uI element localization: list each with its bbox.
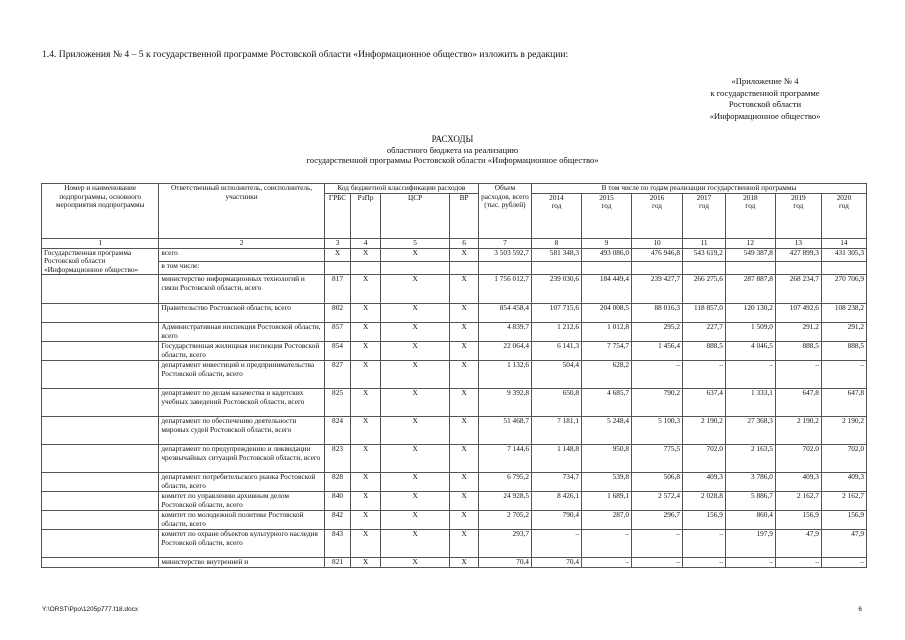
y2020-cell: 270 706,9 bbox=[821, 275, 866, 304]
title-line: областного бюджета на реализацию bbox=[386, 144, 519, 155]
header-year-2017 bbox=[683, 193, 726, 238]
grbs-cell: 821 bbox=[324, 558, 351, 568]
y2020-cell: 702,0 bbox=[821, 445, 866, 473]
csr-cell: X bbox=[380, 511, 449, 530]
y2014-cell: 1 148,8 bbox=[531, 445, 581, 473]
program-name-cell bbox=[42, 323, 159, 342]
y2016-cell: 296,7 bbox=[632, 511, 683, 530]
executor-cell: комитет по охране объектов культурного наследия Ростовской области, всего bbox=[159, 530, 324, 558]
column-number: 6 bbox=[450, 238, 479, 248]
table-row bbox=[42, 511, 867, 530]
y2018-cell: – bbox=[725, 361, 775, 389]
appendix-line: к государственной программе bbox=[710, 87, 820, 98]
csr-cell: X bbox=[380, 342, 449, 361]
vr-cell: X bbox=[450, 323, 479, 342]
year-unit: год bbox=[652, 201, 662, 211]
y2019-cell: – bbox=[775, 558, 821, 568]
column-number: 13 bbox=[775, 238, 821, 248]
header-program-name: Номер и наименование подпрограммы, основного мероприятия подпрограммы bbox=[42, 184, 159, 239]
rzpr-cell bbox=[351, 261, 381, 274]
column-number: 9 bbox=[581, 238, 631, 248]
y2020-cell: 2 190,2 bbox=[821, 417, 866, 445]
intro-text: 1.4. Приложения № 4 – 5 к государственной программе Ростовской области «Информационное общество» изложить в редакции: bbox=[42, 49, 569, 60]
rzpr-cell: X bbox=[351, 473, 381, 492]
executor-cell: комитет по управлению архивным делом Ростовской области, всего bbox=[159, 492, 324, 511]
column-number: 7 bbox=[478, 238, 531, 248]
vr-cell: X bbox=[450, 511, 479, 530]
y2017-cell: 156,9 bbox=[683, 511, 726, 530]
y2015-cell: 5 248,4 bbox=[581, 417, 631, 445]
y2015-cell: 287,0 bbox=[581, 511, 631, 530]
grbs-cell: 825 bbox=[324, 389, 351, 417]
year-value: 2020 bbox=[836, 193, 852, 202]
y2016-cell: 1 456,4 bbox=[632, 342, 683, 361]
y2019-cell: – bbox=[775, 361, 821, 389]
y2019-cell: 156,9 bbox=[775, 511, 821, 530]
table-row bbox=[42, 304, 867, 323]
total-cell: 293,7 bbox=[478, 530, 531, 558]
csr-cell: X bbox=[380, 248, 449, 261]
program-name-cell bbox=[42, 275, 159, 304]
grbs-cell: 843 bbox=[324, 530, 351, 558]
y2014-cell: 107 715,6 bbox=[531, 304, 581, 323]
table-row bbox=[42, 473, 867, 492]
grbs-cell: 823 bbox=[324, 445, 351, 473]
header-year-2019 bbox=[775, 193, 821, 238]
total-cell: 7 144,6 bbox=[478, 445, 531, 473]
vr-cell: X bbox=[450, 473, 479, 492]
grbs-cell: 827 bbox=[324, 361, 351, 389]
grbs-cell: 817 bbox=[324, 275, 351, 304]
program-name-cell bbox=[42, 304, 159, 323]
header-csr: ЦСР bbox=[380, 193, 449, 238]
y2016-cell: 790,2 bbox=[632, 389, 683, 417]
table-row bbox=[42, 275, 867, 304]
y2018-cell: 5 886,7 bbox=[725, 492, 775, 511]
title-main: РАСХОДЫ bbox=[431, 134, 474, 144]
vr-cell: X bbox=[450, 342, 479, 361]
csr-cell: X bbox=[380, 445, 449, 473]
y2015-cell: 4 685,7 bbox=[581, 389, 631, 417]
year-value: 2018 bbox=[743, 193, 758, 202]
y2018-cell: 860,4 bbox=[725, 511, 775, 530]
grbs-cell: 824 bbox=[324, 417, 351, 445]
y2020-cell: 431 305,3 bbox=[821, 248, 866, 261]
y2018-cell: 287 887,8 bbox=[725, 275, 775, 304]
year-unit: год bbox=[601, 201, 612, 211]
y2014-cell: 7 181,1 bbox=[531, 417, 581, 445]
total-cell: 1 132,6 bbox=[478, 361, 531, 389]
y2018-cell: 4 046,5 bbox=[725, 342, 775, 361]
y2019-cell bbox=[775, 261, 821, 274]
y2014-cell: 8 426,1 bbox=[531, 492, 581, 511]
y2014-cell: 239 030,6 bbox=[531, 275, 581, 304]
y2017-cell: 2 028,8 bbox=[683, 492, 726, 511]
appendix-note bbox=[680, 76, 850, 122]
y2017-cell: 637,4 bbox=[683, 389, 726, 417]
rzpr-cell: X bbox=[351, 389, 381, 417]
appendix-line: «Информационное общество» bbox=[709, 110, 821, 121]
appendix-line: «Приложение № 4 bbox=[731, 76, 799, 86]
csr-cell: X bbox=[380, 492, 449, 511]
executor-cell: департамент по обеспечению деятельности мировых судей Ростовской области, всего bbox=[159, 417, 324, 445]
y2019-cell: 2 190,2 bbox=[775, 417, 821, 445]
y2014-cell: 1 212,6 bbox=[531, 323, 581, 342]
y2015-cell: 184 449,4 bbox=[581, 275, 631, 304]
y2018-cell bbox=[725, 261, 775, 274]
y2016-cell: – bbox=[632, 558, 683, 568]
header-years-group: В том числе по годам реализации государственной программы bbox=[531, 184, 866, 194]
column-number: 10 bbox=[632, 238, 683, 248]
header-vr: ВР bbox=[450, 193, 479, 238]
y2019-cell: 702,0 bbox=[775, 445, 821, 473]
rzpr-cell: X bbox=[351, 530, 381, 558]
header-grbs: ГРБС bbox=[324, 193, 351, 238]
y2018-cell: 120 130,2 bbox=[725, 304, 775, 323]
y2017-cell: 702,0 bbox=[683, 445, 726, 473]
total-cell: 70,4 bbox=[478, 558, 531, 568]
y2017-cell: 409,3 bbox=[683, 473, 726, 492]
table-row bbox=[42, 261, 867, 274]
executor-cell: Административная инспекция Ростовской области, всего bbox=[159, 323, 324, 342]
y2014-cell: 581 348,3 bbox=[531, 248, 581, 261]
csr-cell bbox=[380, 261, 449, 274]
executor-cell: Правительство Ростовской области, всего bbox=[159, 304, 324, 323]
y2020-cell: 888,5 bbox=[821, 342, 866, 361]
y2015-cell: 1 012,8 bbox=[581, 323, 631, 342]
y2017-cell: 543 619,2 bbox=[683, 248, 726, 261]
header-year-2015 bbox=[581, 193, 631, 238]
y2015-cell: 628,2 bbox=[581, 361, 631, 389]
y2019-cell: 107 492,6 bbox=[775, 304, 821, 323]
y2015-cell: 1 689,1 bbox=[581, 492, 631, 511]
csr-cell: X bbox=[380, 417, 449, 445]
y2019-cell: 2 162,7 bbox=[775, 492, 821, 511]
column-number: 3 bbox=[324, 238, 351, 248]
y2016-cell: 2 572,4 bbox=[632, 492, 683, 511]
csr-cell: X bbox=[380, 304, 449, 323]
y2019-cell: 409,3 bbox=[775, 473, 821, 492]
y2020-cell: 2 162,7 bbox=[821, 492, 866, 511]
y2016-cell: 506,8 bbox=[632, 473, 683, 492]
table-row bbox=[42, 445, 867, 473]
y2016-cell: 88 016,3 bbox=[632, 304, 683, 323]
y2017-cell: 118 857,0 bbox=[683, 304, 726, 323]
executor-cell: в том числе: bbox=[159, 261, 324, 274]
grbs-cell: 840 bbox=[324, 492, 351, 511]
y2017-cell bbox=[683, 261, 726, 274]
total-cell: 51 468,7 bbox=[478, 417, 531, 445]
executor-cell: всего bbox=[159, 248, 324, 261]
y2016-cell: – bbox=[632, 361, 683, 389]
csr-cell: X bbox=[380, 275, 449, 304]
appendix-line: Ростовской области bbox=[728, 99, 802, 109]
y2020-cell: 108 238,2 bbox=[821, 304, 866, 323]
total-cell: 1 756 012,7 bbox=[478, 275, 531, 304]
y2017-cell: – bbox=[683, 558, 726, 568]
y2020-cell bbox=[821, 261, 866, 274]
y2014-cell: 70,4 bbox=[531, 558, 581, 568]
csr-cell: X bbox=[380, 473, 449, 492]
expenditure-table bbox=[41, 183, 867, 568]
header-row bbox=[42, 184, 867, 194]
rzpr-cell: X bbox=[351, 304, 381, 323]
grbs-cell: 842 bbox=[324, 511, 351, 530]
table-row bbox=[42, 342, 867, 361]
table-row bbox=[42, 492, 867, 511]
vr-cell: X bbox=[450, 248, 479, 261]
y2018-cell: 3 786,0 bbox=[725, 473, 775, 492]
total-cell: 24 928,5 bbox=[478, 492, 531, 511]
column-number: 11 bbox=[683, 238, 726, 248]
y2014-cell: – bbox=[531, 530, 581, 558]
y2020-cell: – bbox=[821, 361, 866, 389]
y2019-cell: 647,8 bbox=[775, 389, 821, 417]
y2017-cell: 266 275,6 bbox=[683, 275, 726, 304]
y2017-cell: 888,5 bbox=[683, 342, 726, 361]
year-value: 2016 bbox=[649, 193, 665, 202]
total-cell bbox=[478, 261, 531, 274]
y2019-cell: 888,5 bbox=[775, 342, 821, 361]
program-name-cell bbox=[42, 558, 159, 568]
executor-cell: комитет по молодежной политике Ростовской области, всего bbox=[159, 511, 324, 530]
y2016-cell: 295,2 bbox=[632, 323, 683, 342]
year-unit: год bbox=[551, 201, 562, 211]
year-unit: год bbox=[838, 201, 849, 211]
rzpr-cell: X bbox=[351, 342, 381, 361]
y2015-cell: 539,8 bbox=[581, 473, 631, 492]
year-value: 2015 bbox=[599, 193, 614, 202]
column-numbers-row bbox=[42, 238, 867, 248]
y2018-cell: 197,9 bbox=[725, 530, 775, 558]
program-name-cell bbox=[42, 361, 159, 389]
y2020-cell: 409,3 bbox=[821, 473, 866, 492]
y2015-cell bbox=[581, 261, 631, 274]
header-budget-code: Код бюджетной классификации расходов bbox=[324, 184, 478, 194]
vr-cell: X bbox=[450, 361, 479, 389]
y2020-cell: 291,2 bbox=[821, 323, 866, 342]
y2014-cell: 650,8 bbox=[531, 389, 581, 417]
y2020-cell: 47,9 bbox=[821, 530, 866, 558]
y2017-cell: 2 190,2 bbox=[683, 417, 726, 445]
vr-cell: X bbox=[450, 530, 479, 558]
column-number: 1 bbox=[42, 238, 159, 248]
y2014-cell: 734,7 bbox=[531, 473, 581, 492]
program-name-cell bbox=[42, 511, 159, 530]
rzpr-cell: X bbox=[351, 511, 381, 530]
y2014-cell: 790,4 bbox=[531, 511, 581, 530]
y2016-cell: 775,5 bbox=[632, 445, 683, 473]
year-value: 2017 bbox=[696, 193, 712, 202]
rzpr-cell: X bbox=[351, 445, 381, 473]
program-name-cell bbox=[42, 530, 159, 558]
y2015-cell: 493 086,0 bbox=[581, 248, 631, 261]
y2017-cell: – bbox=[683, 361, 726, 389]
grbs-cell: 854 bbox=[324, 342, 351, 361]
header-year-2018 bbox=[725, 193, 775, 238]
vr-cell: X bbox=[450, 275, 479, 304]
csr-cell: X bbox=[380, 323, 449, 342]
year-value: 2014 bbox=[549, 193, 564, 202]
y2017-cell: – bbox=[683, 530, 726, 558]
y2016-cell: 476 946,8 bbox=[632, 248, 683, 261]
y2018-cell: 549 387,8 bbox=[725, 248, 775, 261]
y2014-cell bbox=[531, 261, 581, 274]
total-cell: 4 839,7 bbox=[478, 323, 531, 342]
executor-cell: министерство информационных технологий и связи Ростовской области, всего bbox=[159, 275, 324, 304]
program-name-cell: Государственная программа Ростовской области «Информационное общество» bbox=[42, 248, 159, 275]
header-executor: Ответственный исполнитель, соисполнитель, участники bbox=[159, 184, 324, 239]
executor-cell: департамент инвестиций и предпринимательства Ростовской области, всего bbox=[159, 361, 324, 389]
column-number: 4 bbox=[351, 238, 381, 248]
y2019-cell: 47,9 bbox=[775, 530, 821, 558]
y2015-cell: 950,8 bbox=[581, 445, 631, 473]
y2018-cell: 2 163,5 bbox=[725, 445, 775, 473]
table-row bbox=[42, 361, 867, 389]
y2018-cell: – bbox=[725, 558, 775, 568]
total-cell: 22 064,4 bbox=[478, 342, 531, 361]
program-name-cell bbox=[42, 445, 159, 473]
table-row bbox=[42, 389, 867, 417]
rzpr-cell: X bbox=[351, 492, 381, 511]
y2015-cell: 204 008,5 bbox=[581, 304, 631, 323]
y2015-cell: 7 754,7 bbox=[581, 342, 631, 361]
y2016-cell: 5 100,3 bbox=[632, 417, 683, 445]
executor-cell: департамент потребительского рынка Ростовской области, всего bbox=[159, 473, 324, 492]
y2019-cell: 427 899,3 bbox=[775, 248, 821, 261]
grbs-cell: 802 bbox=[324, 304, 351, 323]
title-line: государственной программы Ростовской области «Информационное общество» bbox=[306, 155, 599, 165]
executor-cell: министерство внутренней и bbox=[159, 558, 324, 568]
y2018-cell: 27 368,3 bbox=[725, 417, 775, 445]
y2020-cell: 647,8 bbox=[821, 389, 866, 417]
y2016-cell: 239 427,7 bbox=[632, 275, 683, 304]
vr-cell: X bbox=[450, 389, 479, 417]
total-cell: 6 795,2 bbox=[478, 473, 531, 492]
grbs-cell: 857 bbox=[324, 323, 351, 342]
table-row bbox=[42, 417, 867, 445]
table-row bbox=[42, 323, 867, 342]
executor-cell: департамент по делам казачества и кадетских учебных заведений Ростовской области, всего bbox=[159, 389, 324, 417]
y2014-cell: 6 141,3 bbox=[531, 342, 581, 361]
table-row bbox=[42, 248, 867, 261]
y2019-cell: 268 234,7 bbox=[775, 275, 821, 304]
rzpr-cell: X bbox=[351, 275, 381, 304]
y2020-cell: – bbox=[821, 558, 866, 568]
rzpr-cell: X bbox=[351, 417, 381, 445]
column-number: 8 bbox=[531, 238, 581, 248]
y2015-cell: – bbox=[581, 558, 631, 568]
table-row bbox=[42, 558, 867, 568]
table-row bbox=[42, 530, 867, 558]
vr-cell: X bbox=[450, 558, 479, 568]
executor-cell: департамент по предупреждению и ликвидации чрезвычайных ситуаций Ростовской области, всего bbox=[159, 445, 324, 473]
csr-cell: X bbox=[380, 361, 449, 389]
header-year-2016 bbox=[632, 193, 683, 238]
grbs-cell: X bbox=[324, 248, 351, 261]
column-number: 12 bbox=[725, 238, 775, 248]
y2019-cell: 291,2 bbox=[775, 323, 821, 342]
y2015-cell: – bbox=[581, 530, 631, 558]
csr-cell: X bbox=[380, 389, 449, 417]
document-title bbox=[0, 134, 905, 166]
header-year-2014 bbox=[531, 193, 581, 238]
executor-cell: Государственная жилищная инспекция Ростовской области, всего bbox=[159, 342, 324, 361]
program-name-cell bbox=[42, 492, 159, 511]
footer-file-path: Y:\ORST\Ppo\1205p777.f18.docx bbox=[42, 606, 139, 613]
vr-cell: X bbox=[450, 417, 479, 445]
header-volume: Объем расходов, всего (тыс. рублей) bbox=[478, 184, 531, 239]
grbs-cell bbox=[324, 261, 351, 274]
csr-cell: X bbox=[380, 530, 449, 558]
csr-cell: X bbox=[380, 558, 449, 568]
y2017-cell: 227,7 bbox=[683, 323, 726, 342]
total-cell: 2 705,2 bbox=[478, 511, 531, 530]
total-cell: 9 392,8 bbox=[478, 389, 531, 417]
header-rzpr: РзПр bbox=[351, 193, 381, 238]
program-name-cell bbox=[42, 417, 159, 445]
vr-cell bbox=[450, 261, 479, 274]
y2018-cell: 1 333,1 bbox=[725, 389, 775, 417]
year-unit: год bbox=[745, 201, 756, 211]
rzpr-cell: X bbox=[351, 361, 381, 389]
rzpr-cell: X bbox=[351, 323, 381, 342]
program-name-cell bbox=[42, 473, 159, 492]
vr-cell: X bbox=[450, 304, 479, 323]
vr-cell: X bbox=[450, 445, 479, 473]
grbs-cell: 828 bbox=[324, 473, 351, 492]
y2016-cell bbox=[632, 261, 683, 274]
header-year-2020 bbox=[821, 193, 866, 238]
year-unit: год bbox=[793, 201, 804, 211]
y2018-cell: 1 509,0 bbox=[725, 323, 775, 342]
program-name-cell bbox=[42, 389, 159, 417]
column-number: 14 bbox=[821, 238, 866, 248]
total-cell: 854 458,4 bbox=[478, 304, 531, 323]
rzpr-cell: X bbox=[351, 248, 381, 261]
column-number: 2 bbox=[159, 238, 324, 248]
y2014-cell: 504,4 bbox=[531, 361, 581, 389]
program-name-cell bbox=[42, 342, 159, 361]
total-cell: 3 503 592,7 bbox=[478, 248, 531, 261]
y2020-cell: 156,9 bbox=[821, 511, 866, 530]
year-unit: год bbox=[698, 201, 709, 211]
y2016-cell: – bbox=[632, 530, 683, 558]
rzpr-cell: X bbox=[351, 558, 381, 568]
vr-cell: X bbox=[450, 492, 479, 511]
year-value: 2019 bbox=[791, 193, 806, 202]
column-number: 5 bbox=[380, 238, 449, 248]
footer-page-number: 6 bbox=[858, 606, 862, 613]
